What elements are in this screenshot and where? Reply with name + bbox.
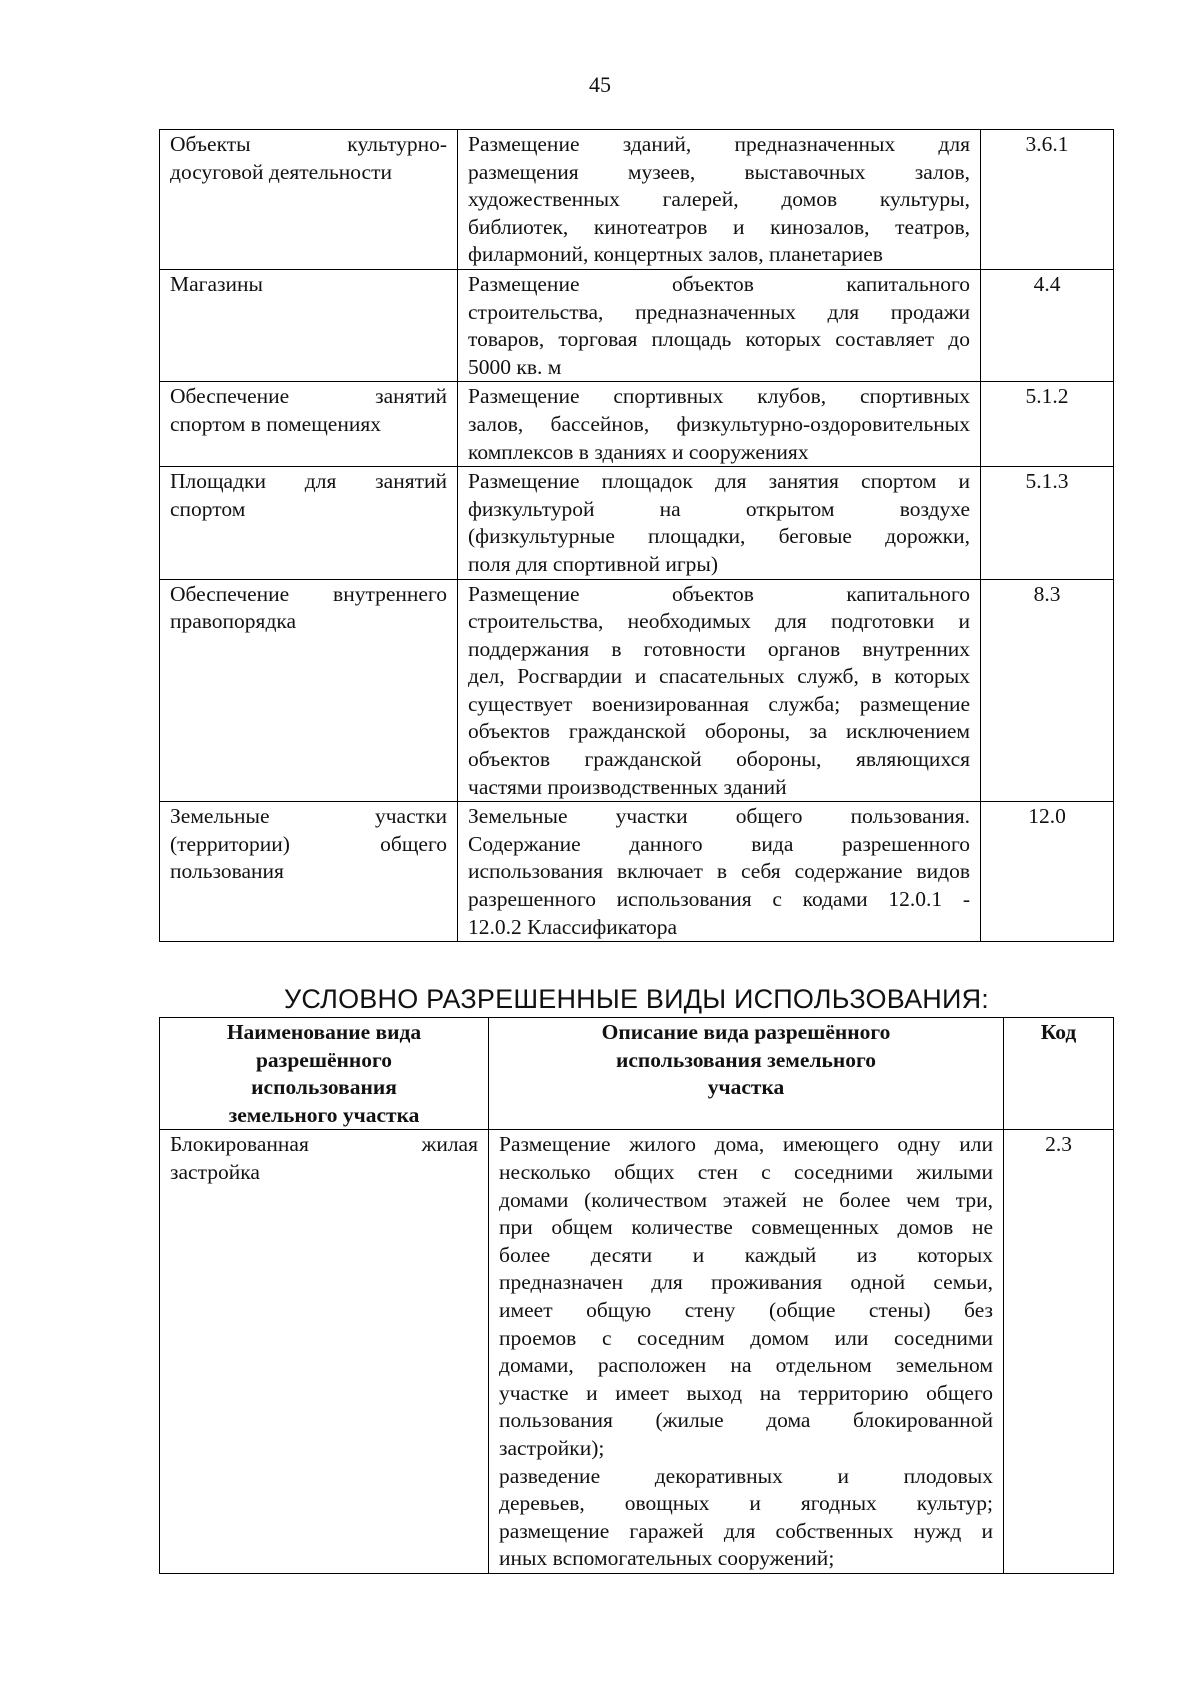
text-line: Размещение объектов капитального <box>468 271 970 296</box>
use-name-cell <box>160 802 458 942</box>
text-line: филармоний, концертных залов, планетариев <box>468 242 883 267</box>
text-line: Площадки для занятий <box>170 469 447 494</box>
use-code-cell: 3.6.1 <box>981 130 1114 270</box>
text-line: Размещение жилого дома, имеющего одну или <box>499 1132 993 1157</box>
text-line: существует военизированная служба; размещение <box>468 691 970 716</box>
use-name-cell <box>160 467 458 579</box>
text-line: участке и имеет выход на территорию общего <box>499 1380 993 1405</box>
text-line: спортом <box>170 496 246 521</box>
text-line: размещения музеев, выставочных залов, <box>468 159 970 184</box>
table-row <box>160 467 1114 579</box>
text-line: художественных галерей, домов культуры, <box>468 187 970 212</box>
text-line: объектов гражданской обороны, являющихся <box>468 747 970 772</box>
header-line: участка <box>707 1075 785 1100</box>
use-name-cell <box>160 130 458 270</box>
text-line: (территории) общего <box>170 831 447 856</box>
text-line: застройка <box>170 1159 260 1184</box>
text-line: Блокированная жилая <box>170 1132 478 1157</box>
text-line: разрешенного использования с кодами 12.0.1 - <box>468 887 970 912</box>
header-line: Описание вида разрешённого <box>601 1020 891 1044</box>
text-line: Размещение площадок для занятия спортом и <box>468 469 970 494</box>
text-line: размещение гаражей для собственных нужд и <box>499 1518 993 1543</box>
text-line: Объекты культурно- <box>170 132 447 156</box>
use-code-cell: 12.0 <box>981 802 1114 942</box>
header-line: использования <box>251 1075 397 1100</box>
text-line: проемов с соседним домом или соседними <box>499 1325 993 1350</box>
use-code-cell: 5.1.2 <box>981 382 1114 467</box>
use-name-cell <box>160 579 458 802</box>
use-name-cell <box>160 1130 489 1574</box>
use-description-cell <box>489 1130 1004 1574</box>
text-line: правопорядка <box>170 609 297 634</box>
use-code-cell: 2.3 <box>1004 1130 1114 1574</box>
text-line: поддержания в готовности органов внутренних <box>468 636 970 661</box>
text-line: строительства, необходимых для подготовки и <box>468 609 970 634</box>
table-row <box>160 382 1114 467</box>
permitted-uses-table <box>159 129 1114 942</box>
text-line: Размещение объектов капитального <box>468 581 970 606</box>
text-line: иных вспомогательных сооружений; <box>499 1546 835 1571</box>
table-row <box>160 269 1114 381</box>
use-code-cell: 8.3 <box>981 579 1114 802</box>
text-line: библиотек, кинотеатров и кинозалов, театров, <box>468 214 970 239</box>
text-line: разведение декоративных и плодовых <box>499 1463 993 1488</box>
section-heading: УСЛОВНО РАЗРЕШЕННЫЕ ВИДЫ ИСПОЛЬЗОВАНИЯ: <box>284 984 989 1014</box>
text-line: пользования <box>170 859 284 884</box>
text-line: Обеспечение внутреннего <box>170 581 447 606</box>
header-line: разрешённого <box>255 1047 393 1072</box>
text-line: Размещение спортивных клубов, спортивных <box>468 384 970 409</box>
text-line: спортом в помещениях <box>170 411 381 436</box>
text-line: несколько общих стен с соседними жилыми <box>499 1159 993 1184</box>
text-line: застройки); <box>499 1435 605 1460</box>
header-line: Наименование вида <box>226 1020 422 1044</box>
text-line: Размещение зданий, предназначенных для <box>468 132 970 156</box>
text-line: при общем количестве совмещенных домов не <box>499 1215 993 1240</box>
use-description-cell <box>458 269 981 381</box>
text-line: Обеспечение занятий <box>170 384 447 409</box>
header-name <box>160 1018 489 1130</box>
conditional-uses-table-body <box>160 1130 1114 1574</box>
table-row <box>160 1130 1114 1574</box>
text-line: строительства, предназначенных для продажи <box>468 299 970 324</box>
text-line: Магазины <box>170 271 263 296</box>
table-row <box>160 579 1114 802</box>
text-line: домами, расположен на отдельном земельном <box>499 1353 993 1378</box>
text-line: комплексов в зданиях и сооружениях <box>468 439 809 464</box>
text-line: физкультурой на открытом воздухе <box>468 496 970 521</box>
use-name-cell <box>160 382 458 467</box>
text-line: 12.0.2 Классификатора <box>468 914 678 939</box>
text-line: 5000 кв. м <box>468 354 562 379</box>
text-line: пользования (жилые дома блокированной <box>499 1408 993 1433</box>
use-description-cell <box>458 130 981 270</box>
permitted-uses-table-body <box>160 130 1114 942</box>
text-line: домами (количеством этажей не более чем три, <box>499 1187 993 1212</box>
use-name-cell <box>160 269 458 381</box>
text-line: частями производственных зданий <box>468 774 787 799</box>
text-line: досуговой деятельности <box>170 159 392 184</box>
use-description-cell <box>458 579 981 802</box>
use-code-cell: 5.1.3 <box>981 467 1114 579</box>
header-line: земельного участка <box>228 1102 420 1127</box>
table-row <box>160 130 1114 270</box>
use-description-cell <box>458 802 981 942</box>
text-line: Содержание данного вида разрешенного <box>468 831 970 856</box>
table-row <box>160 802 1114 942</box>
use-description-cell <box>458 382 981 467</box>
header-code: Код <box>1004 1018 1114 1130</box>
text-line: поля для спортивной игры) <box>468 551 719 576</box>
text-line: (физкультурные площадки, беговые дорожки, <box>468 524 970 549</box>
text-line: Земельные участки <box>170 804 447 829</box>
text-line: Земельные участки общего пользования. <box>468 804 970 829</box>
use-code-cell: 4.4 <box>981 269 1114 381</box>
text-line: имеет общую стену (общие стены) без <box>499 1297 993 1322</box>
text-line: объектов гражданской обороны, за исключением <box>468 719 970 744</box>
header-description <box>489 1018 1004 1130</box>
conditional-uses-table <box>159 1017 1114 1574</box>
header-line: использования земельного <box>615 1047 876 1072</box>
page-number: 45 <box>589 72 611 97</box>
use-description-cell <box>458 467 981 579</box>
text-line: использования включает в себя содержание видов <box>468 859 970 884</box>
table-header-row <box>160 1018 1114 1130</box>
text-line: предназначен для проживания одной семьи, <box>499 1270 993 1295</box>
text-line: товаров, торговая площадь которых составляет до <box>468 327 970 352</box>
text-line: залов, бассейнов, физкультурно-оздоровительных <box>468 411 970 436</box>
text-line: более десяти и каждый из которых <box>499 1242 993 1267</box>
text-line: деревьев, овощных и ягодных культур; <box>499 1491 993 1516</box>
text-line: дел, Росгвардии и спасательных служб, в которых <box>468 664 970 689</box>
